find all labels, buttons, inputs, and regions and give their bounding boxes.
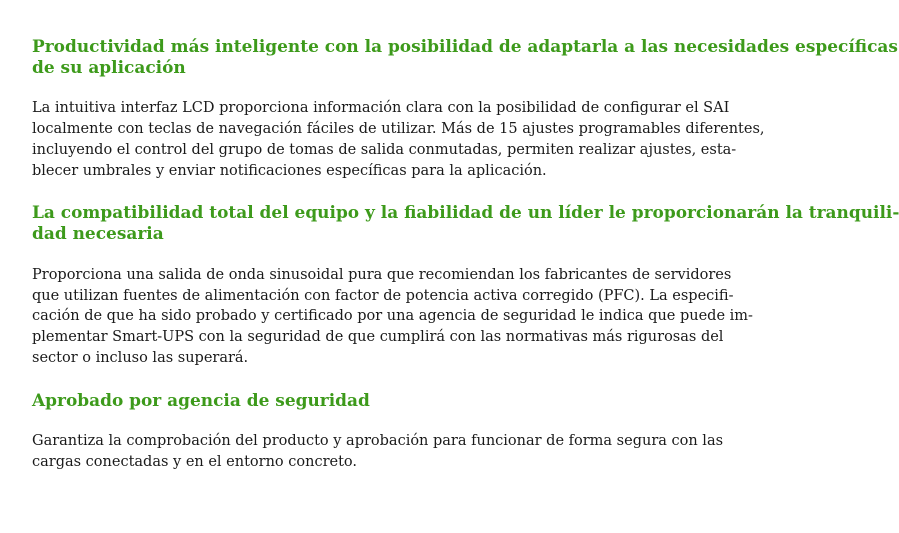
paragraph-line: localmente con teclas de navegación fáciles de utilizar. Más de 15 ajustes programables diferentes,	[32, 121, 765, 138]
heading-line: Aprobado por agencia de seguridad	[32, 389, 370, 410]
heading-line: Productividad más inteligente con la posibilidad de adaptarla a las necesidades específicas	[32, 36, 898, 56]
section-paragraph-lcd-interface	[32, 98, 772, 181]
paragraph-line: cargas conectadas y en el entorno concreto.	[32, 453, 357, 470]
document-body	[32, 36, 899, 473]
section-paragraph-sine-wave-output	[32, 265, 772, 369]
paragraph-line: cación de que ha sido probado y certificado por una agencia de seguridad le indica que puede im-	[32, 308, 753, 325]
section-heading-smart-productivity	[32, 36, 898, 78]
section-paragraph-safety-approval	[32, 431, 772, 473]
paragraph-line: plementar Smart-UPS con la seguridad de que cumplirá con las normativas más rigurosas del	[32, 329, 724, 346]
paragraph-line: Proporciona una salida de onda sinusoidal pura que recomiendan los fabricantes de servidores	[32, 266, 732, 283]
paragraph-line: que utilizan fuentes de alimentación con factor de potencia activa corregido (PFC). La especifi-	[32, 287, 734, 304]
spacer	[32, 410, 772, 431]
spacer	[32, 244, 772, 265]
spacer	[32, 369, 772, 390]
paragraph-line: Garantiza la comprobación del producto y aprobación para funcionar de forma segura con las	[32, 433, 724, 450]
spacer	[32, 182, 772, 203]
paragraph-line: blecer umbrales y enviar notificaciones específicas para la aplicación.	[32, 162, 547, 179]
paragraph-line: La intuitiva interfaz LCD proporciona información clara con la posibilidad de configurar el SAI	[32, 100, 730, 117]
paragraph-line: sector o incluso las superará.	[32, 349, 249, 366]
section-heading-compatibility	[32, 202, 899, 244]
paragraph-line: incluyendo el control del grupo de tomas de salida conmutadas, permiten realizar ajustes, esta-	[32, 141, 737, 158]
spacer	[32, 78, 772, 99]
section-heading-safety-approval	[32, 390, 772, 411]
heading-line: dad necesaria	[32, 223, 164, 244]
heading-line: de su aplicación	[32, 56, 186, 77]
heading-line: La compatibilidad total del equipo y la fiabilidad de un líder le proporcionarán la tranquili-	[32, 202, 899, 223]
